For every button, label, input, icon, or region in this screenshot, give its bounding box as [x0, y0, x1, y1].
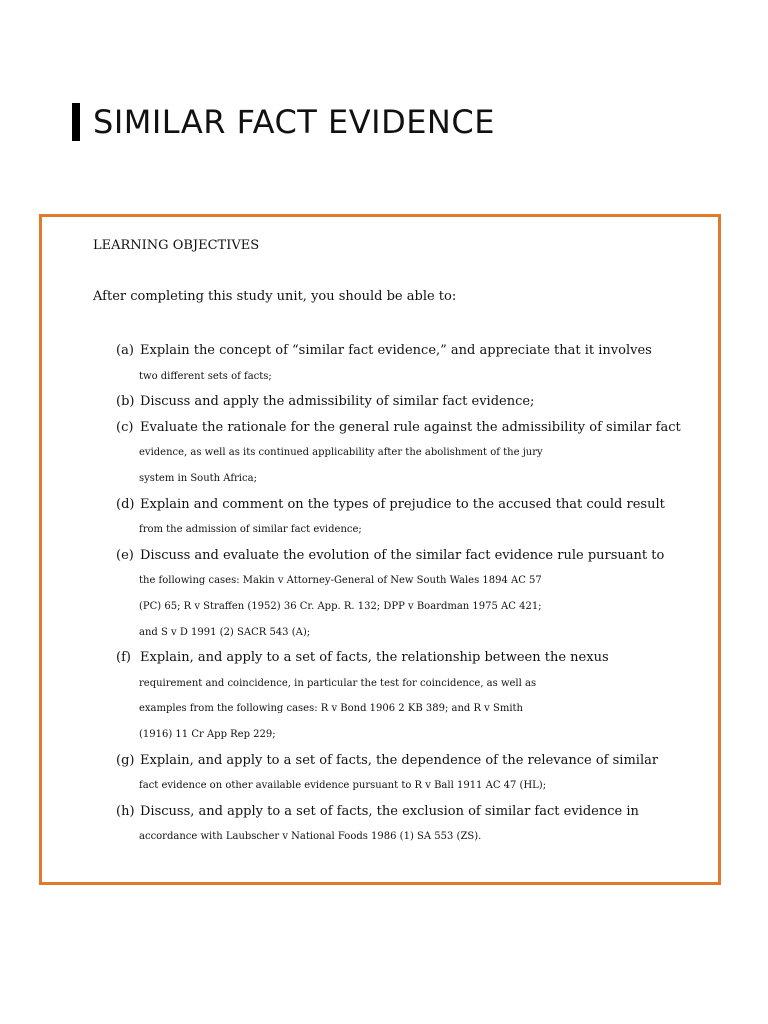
- title-accent-bar: [72, 103, 80, 141]
- objective-letter: (b): [116, 394, 135, 410]
- objective-text: [140, 748, 686, 799]
- objective-text: [140, 543, 686, 645]
- objective-line: and S v D 1991 (2) SACR 543 (A);: [139, 626, 311, 638]
- objective-line: requirement and coincidence, in particular the test for coincidence, as well as: [139, 677, 537, 689]
- objective-letter: (f): [116, 650, 131, 666]
- objective-item: [116, 492, 686, 543]
- objective-text: [140, 799, 686, 850]
- objective-letter: (c): [116, 419, 134, 435]
- objective-line: from the admission of similar fact evidence;: [139, 524, 362, 536]
- page-title: SIMILAR FACT EVIDENCE: [93, 103, 495, 141]
- objective-letter: (d): [116, 496, 135, 512]
- objective-line: Evaluate the rationale for the general rule against the admissibility of similar fact: [140, 419, 681, 435]
- objective-letter: (a): [116, 343, 134, 358]
- objective-text: [140, 492, 686, 543]
- objective-item: [116, 543, 686, 645]
- objective-line: system in South Africa;: [139, 472, 257, 484]
- objective-item: [116, 389, 686, 415]
- learning-objectives-heading: LEARNING OBJECTIVES: [93, 238, 260, 253]
- objective-line: the following cases: Makin v Attorney-General of New South Wales 1894 AC 57: [139, 575, 542, 587]
- objective-letter: (g): [116, 752, 135, 768]
- objective-letter: (e): [116, 547, 134, 563]
- objective-item: [116, 338, 686, 389]
- objective-letter: (h): [116, 803, 135, 819]
- objective-item: [116, 415, 686, 492]
- objective-line: examples from the following cases: R v Bond 1906 2 KB 389; and R v Smith: [139, 703, 523, 715]
- objective-line: Discuss, and apply to a set of facts, the exclusion of similar fact evidence in: [140, 803, 639, 819]
- objective-text: [140, 415, 686, 492]
- objectives-list: [116, 338, 686, 850]
- intro-text: After completing this study unit, you should be able to:: [93, 289, 457, 304]
- objective-text: [140, 645, 686, 747]
- objective-line: Explain, and apply to a set of facts, the dependence of the relevance of similar: [140, 752, 659, 768]
- objective-line: accordance with Laubscher v National Foods 1986 (1) SA 553 (ZS).: [139, 831, 482, 843]
- objective-line: Explain the concept of “similar fact evidence,” and appreciate that it involves: [140, 343, 652, 358]
- objective-line: (1916) 11 Cr App Rep 229;: [139, 728, 276, 740]
- objective-item: [116, 748, 686, 799]
- objective-line: Discuss and apply the admissibility of similar fact evidence;: [140, 394, 535, 410]
- objective-text: [140, 338, 686, 389]
- objective-line: fact evidence on other available evidence pursuant to R v Ball 1911 AC 47 (HL);: [139, 780, 547, 792]
- objective-line: Discuss and evaluate the evolution of the similar fact evidence rule pursuant to: [140, 547, 665, 563]
- objective-item: [116, 645, 686, 747]
- objective-text: [140, 389, 686, 415]
- objective-line: evidence, as well as its continued applicability after the abolishment of the jury: [139, 447, 543, 459]
- objective-line: Explain and comment on the types of prejudice to the accused that could result: [140, 496, 665, 512]
- objective-line: (PC) 65; R v Straffen (1952) 36 Cr. App. R. 132; DPP v Boardman 1975 AC 421;: [139, 600, 542, 612]
- objective-item: [116, 799, 686, 850]
- objective-line: two different sets of facts;: [139, 370, 272, 382]
- objective-line: Explain, and apply to a set of facts, the relationship between the nexus: [140, 650, 609, 666]
